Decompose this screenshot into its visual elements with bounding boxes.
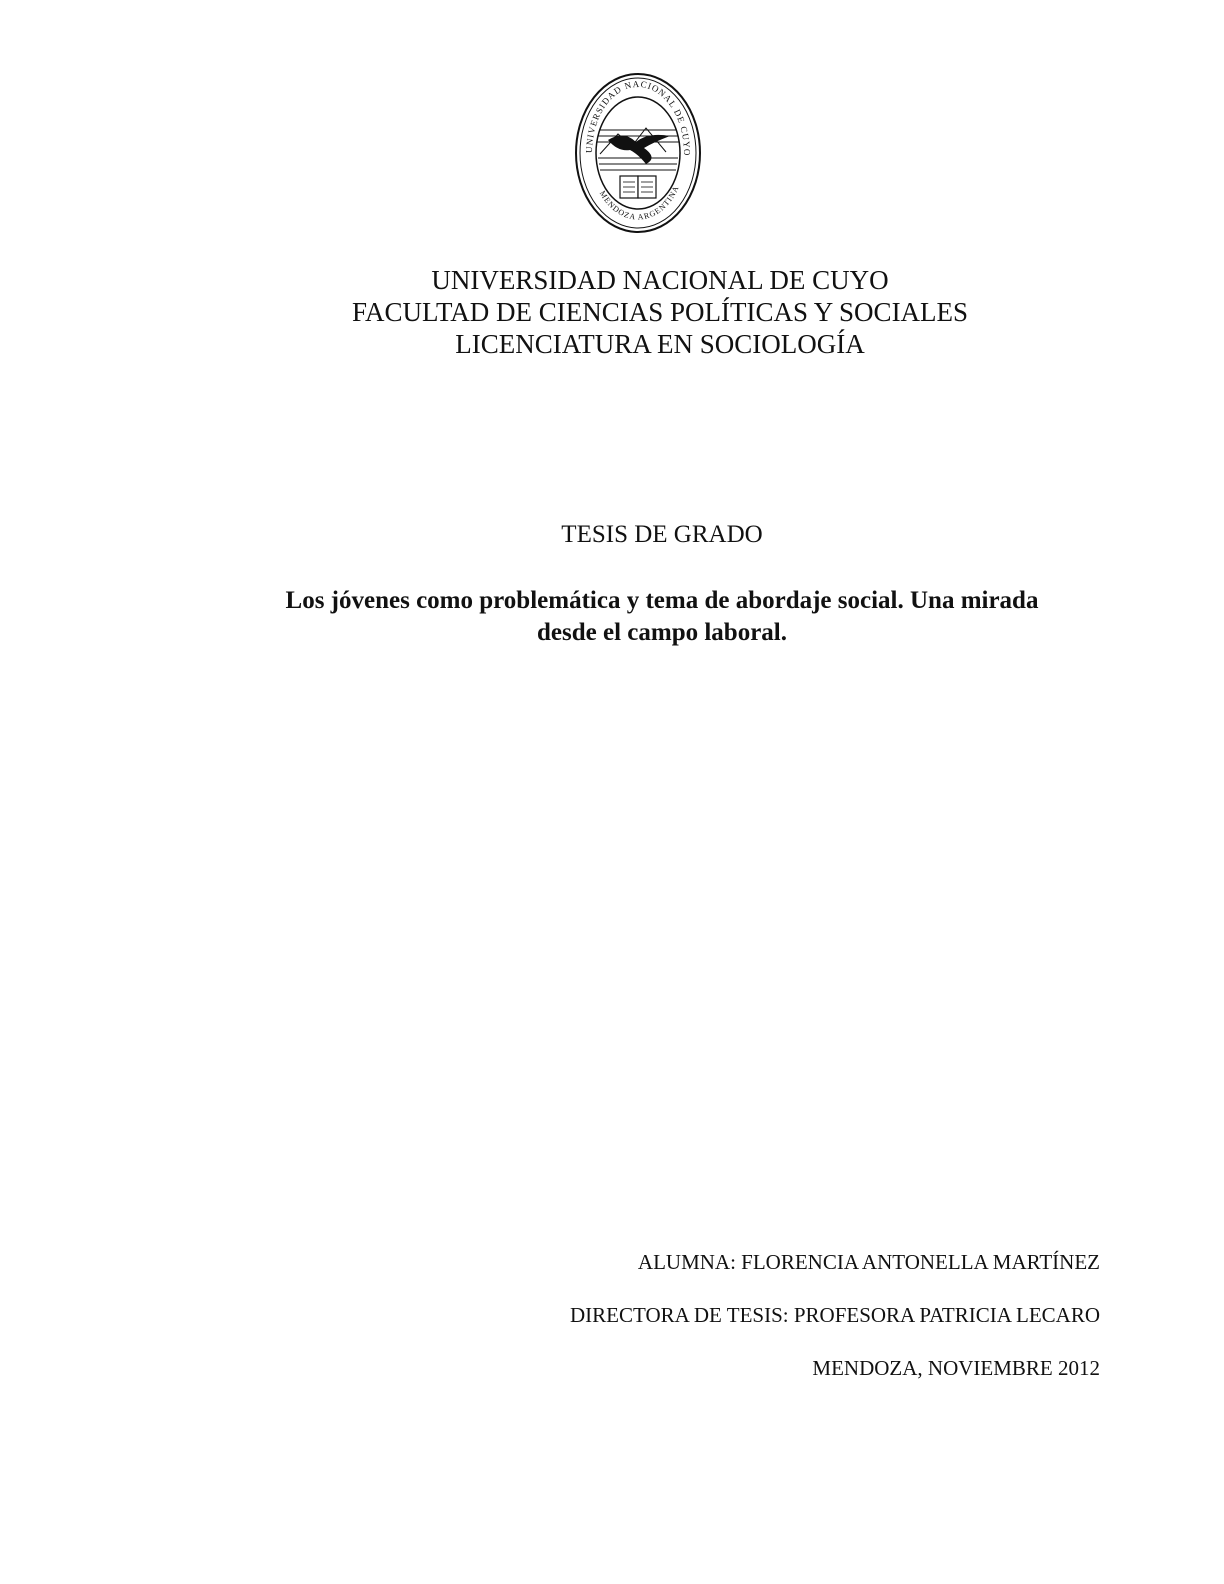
- thesis-label: TESIS DE GRADO: [561, 521, 763, 548]
- university-name: UNIVERSIDAD NACIONAL DE CUYO: [431, 265, 889, 295]
- university-seal-icon: [574, 72, 702, 234]
- thesis-title: [220, 585, 1104, 649]
- thesis-title-line-2: desde el campo laboral.: [537, 619, 787, 646]
- thesis-director: DIRECTORA DE TESIS: PROFESORA PATRICIA LECARO: [570, 1303, 1100, 1327]
- degree-name: LICENCIATURA EN SOCIOLOGÍA: [455, 329, 865, 359]
- thesis-title-line-1: Los jóvenes como problemática y tema de abordaje social. Una mirada: [285, 587, 1039, 614]
- svg-text:MENDOZA ARGENTINA: MENDOZA ARGENTINA: [597, 183, 681, 222]
- student-name: ALUMNA: FLORENCIA ANTONELLA MARTÍNEZ: [637, 1250, 1100, 1274]
- svg-text:UNIVERSIDAD NACIONAL DE CUYO: UNIVERSIDAD NACIONAL DE CUYO: [583, 78, 693, 157]
- place-and-date: MENDOZA, NOVIEMBRE 2012: [812, 1356, 1100, 1380]
- faculty-name: FACULTAD DE CIENCIAS POLÍTICAS Y SOCIALES: [351, 297, 969, 327]
- institution-header: [0, 264, 1224, 360]
